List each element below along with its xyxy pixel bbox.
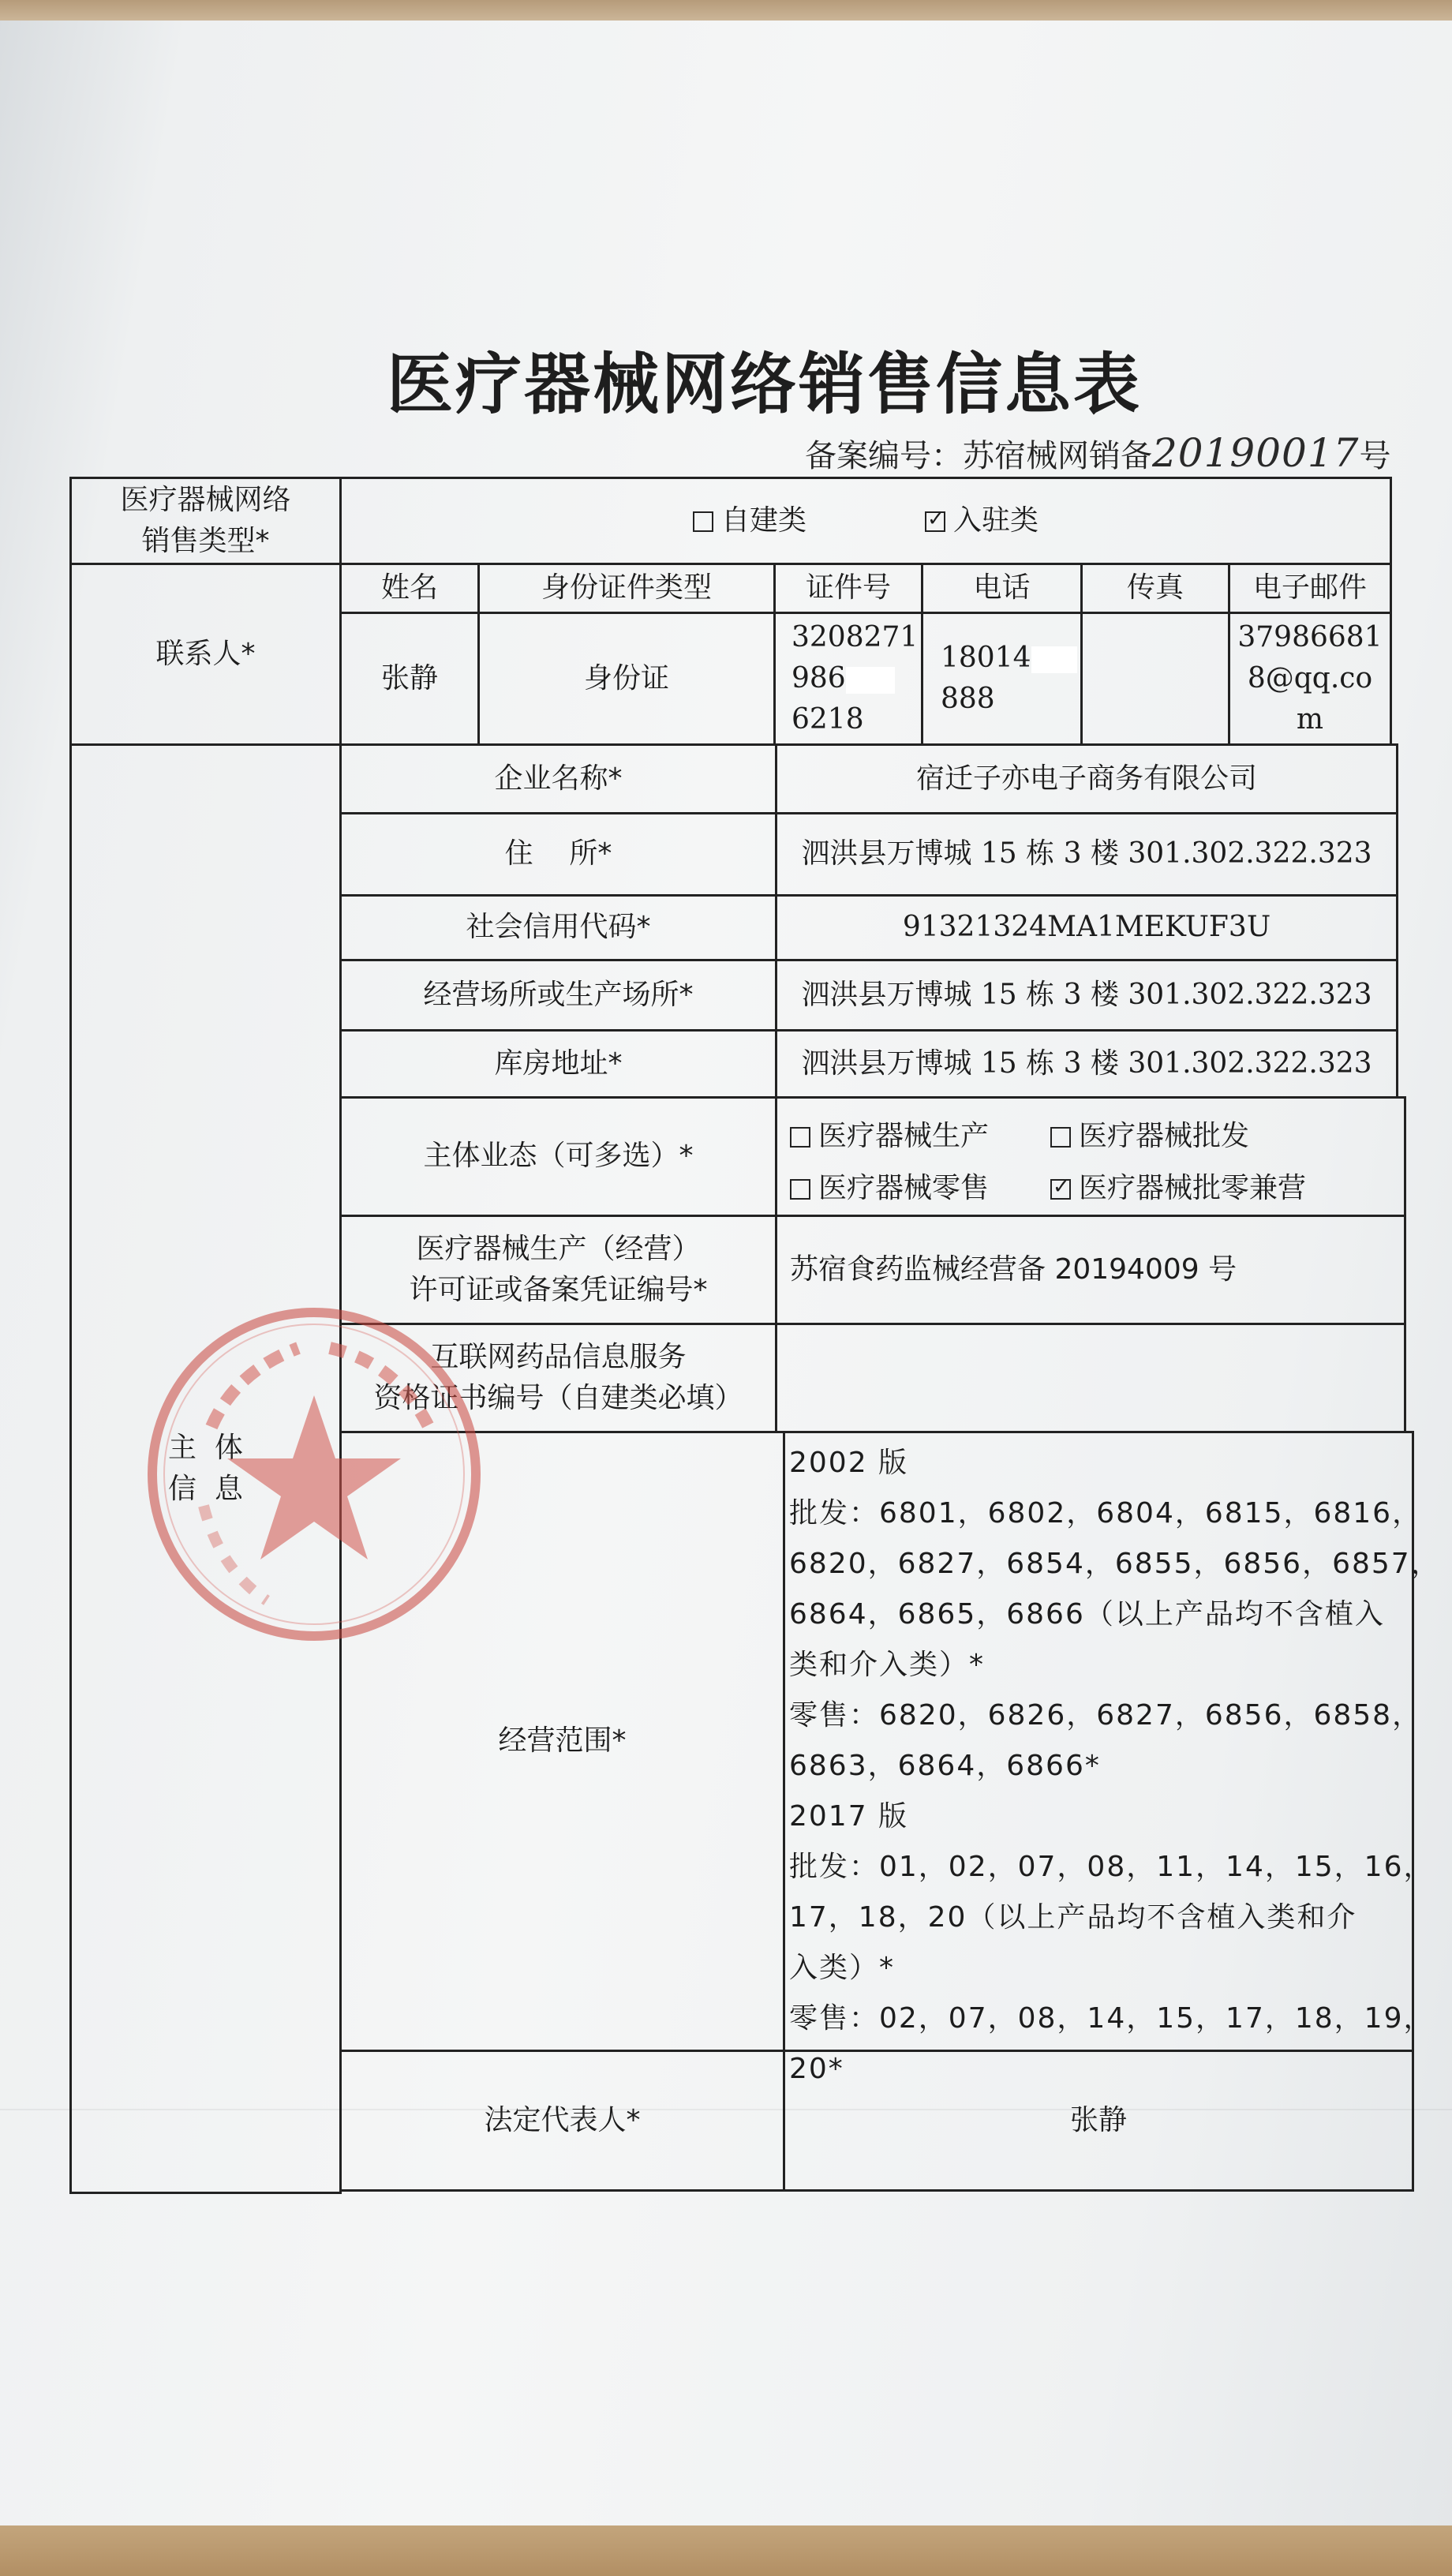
checkbox-manufacture[interactable] (790, 1127, 810, 1148)
phone-line1-text: 18014 (941, 641, 1031, 674)
email-line2: 8@qq.co (1247, 661, 1373, 695)
license-value: 苏宿食药监械经营备 20194009 号 (775, 1215, 1406, 1325)
warehouse-label: 库房地址* (339, 1029, 777, 1099)
scope-value (789, 1438, 1441, 2095)
scope-line: 6863，6864，6866* (789, 1750, 1101, 1782)
phone-line2: 888 (941, 683, 995, 715)
redaction-block (846, 667, 895, 694)
company-name-label: 企业名称* (339, 743, 777, 814)
scope-line: 6864，6865，6866（以上产品均不含植入 (789, 1598, 1385, 1631)
scope-line: 批发：01，02，07，08，11，14，15，16， (789, 1851, 1434, 1883)
legal-rep-label: 法定代表人* (339, 2050, 785, 2192)
header-phone: 电话 (921, 563, 1083, 614)
option-settled[interactable] (925, 500, 1038, 541)
option-retail-label: 医疗器械零售 (818, 1172, 990, 1205)
id-number-line1: 3208271 (791, 620, 919, 653)
scope-line: 2017 版 (789, 1800, 909, 1833)
header-id-number: 证件号 (773, 563, 923, 614)
filing-label: 备案编号：苏宿械网销备 (805, 438, 1152, 474)
id-number-line2-text: 986 (791, 661, 846, 695)
option-wholesale[interactable] (1050, 1116, 1249, 1157)
subject-label-line1: 主 体 (168, 1431, 243, 1464)
company-name-value: 宿迁子亦电子商务有限公司 (775, 743, 1398, 814)
checkbox-self-built[interactable] (693, 511, 713, 532)
checkbox-wholesale[interactable] (1050, 1127, 1071, 1148)
option-manufacture-label: 医疗器械生产 (818, 1120, 990, 1152)
internet-cert-label-line2: 资格证书编号（自建类必填） (373, 1382, 743, 1414)
option-wholesale-retail-label: 医疗器械批零兼营 (1079, 1172, 1307, 1205)
option-self-built-label: 自建类 (720, 504, 806, 537)
filing-suffix: 号 (1359, 438, 1391, 474)
scope-line: 零售：6820，6826，6827，6856，6858， (789, 1699, 1423, 1732)
header-id-type: 身份证件类型 (477, 563, 776, 614)
scope-line: 入类）* (789, 1952, 896, 1984)
checkbox-wholesale-retail[interactable] (1050, 1179, 1071, 1200)
filing-number: 20190017 (1152, 430, 1360, 476)
scope-label: 经营范围* (339, 1431, 785, 2052)
id-number-line2 (791, 658, 895, 699)
contact-email (1228, 612, 1392, 746)
business-premises-label: 经营场所或生产场所* (339, 959, 777, 1032)
document-title: 医疗器械网络销售信息表 (387, 346, 1143, 423)
scope-line: 批发：6801，6802，6804，6815，6816， (789, 1497, 1423, 1530)
contact-label: 联系人* (69, 563, 342, 746)
legal-rep-value: 张静 (783, 2050, 1414, 2192)
subject-label-line2: 信 息 (168, 1473, 243, 1505)
address-label: 住 所* (339, 812, 777, 897)
scope-line: 6820，6827，6854，6855，6856，6857， (789, 1548, 1441, 1580)
address-value: 泗洪县万博城 15 栋 3 楼 301.302.322.323 (775, 812, 1398, 897)
scope-line: 零售：02，07，08，14，15，17，18，19， (789, 2002, 1434, 2035)
option-retail[interactable] (790, 1168, 1050, 1209)
desk-edge-bottom (0, 2525, 1452, 2576)
option-settled-label: 入驻类 (953, 504, 1039, 537)
sales-type-label-line1: 医疗器械网络 (120, 483, 291, 516)
contact-id-type: 身份证 (477, 612, 776, 746)
scope-line: 2002 版 (789, 1447, 909, 1479)
internet-cert-value (775, 1323, 1406, 1433)
id-number-line3: 6218 (791, 703, 864, 736)
license-label-line1: 医疗器械生产（经营） (416, 1232, 701, 1265)
contact-fax (1080, 612, 1230, 746)
scope-line: 17，18，20（以上产品均不含植入类和介 (789, 1901, 1357, 1934)
desk-edge-top (0, 0, 1452, 21)
internet-cert-label-line1: 互联网药品信息服务 (430, 1340, 687, 1373)
email-line3: m (1296, 703, 1324, 736)
contact-name: 张静 (339, 612, 480, 746)
option-manufacture[interactable] (790, 1116, 1050, 1157)
sales-type-options (339, 477, 1392, 565)
option-wholesale-label: 医疗器械批发 (1079, 1120, 1250, 1152)
official-seal-stamp (140, 1301, 488, 1648)
sales-type-label (69, 477, 342, 565)
business-form-options (775, 1096, 1406, 1217)
business-form-label: 主体业态（可多选）* (339, 1096, 777, 1217)
license-label-line2: 许可证或备案凭证编号* (409, 1274, 708, 1306)
option-self-built[interactable] (693, 500, 806, 541)
credit-code-label: 社会信用代码* (339, 894, 777, 961)
sales-type-label-line2: 销售类型* (141, 525, 270, 557)
email-line1: 37986681 (1237, 620, 1383, 653)
warehouse-value: 泗洪县万博城 15 栋 3 楼 301.302.322.323 (775, 1029, 1398, 1099)
header-email: 电子邮件 (1228, 563, 1392, 614)
header-fax: 传真 (1080, 563, 1230, 614)
option-wholesale-retail[interactable] (1050, 1168, 1306, 1209)
scope-line: 20* (789, 2053, 844, 2085)
filing-number-line (805, 430, 1391, 476)
checkbox-settled[interactable] (925, 511, 945, 532)
phone-line1 (941, 638, 1077, 679)
business-premises-value: 泗洪县万博城 15 栋 3 楼 301.302.322.323 (775, 959, 1398, 1032)
scope-line: 类和介入类）* (789, 1649, 986, 1681)
redaction-block (1031, 646, 1077, 673)
contact-phone (921, 612, 1083, 746)
credit-code-value: 91321324MA1MEKUF3U (775, 894, 1398, 961)
contact-id-number (773, 612, 923, 746)
checkbox-retail[interactable] (790, 1179, 810, 1200)
header-name: 姓名 (339, 563, 480, 614)
